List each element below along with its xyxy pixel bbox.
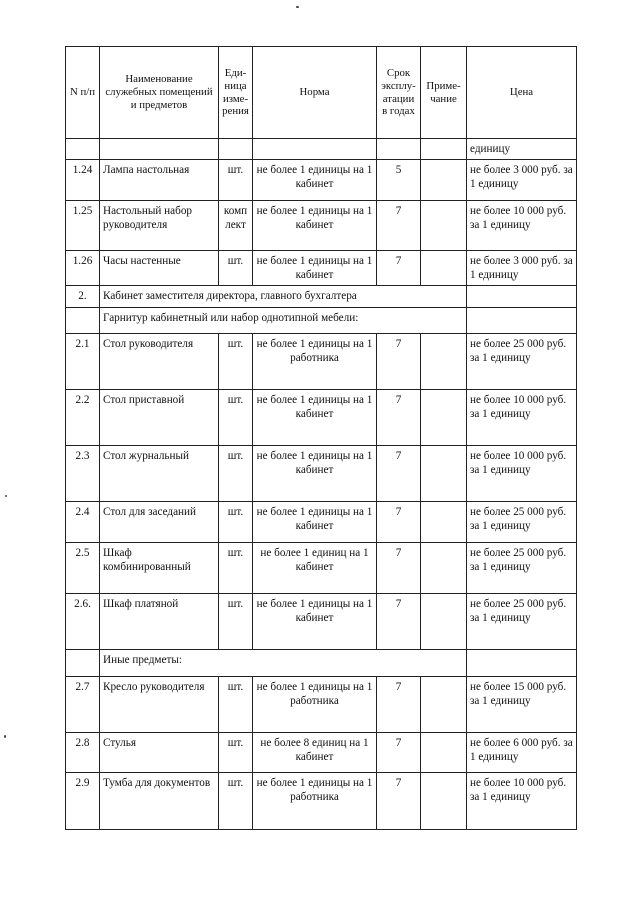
item-term: 7 <box>377 543 421 594</box>
item-number: 2.4 <box>66 502 100 543</box>
item-term: 7 <box>377 446 421 502</box>
item-unit: шт. <box>219 334 253 390</box>
item-note <box>421 677 467 733</box>
item-norm: не более 1 единицы на 1 кабинет <box>253 502 377 543</box>
table-header-row <box>66 47 577 139</box>
item-number: 2.9 <box>66 773 100 830</box>
table-row <box>66 446 577 502</box>
item-note <box>421 160 467 201</box>
table-row <box>66 773 577 830</box>
table-row <box>66 251 577 286</box>
item-unit: шт. <box>219 733 253 773</box>
header-norm: Норма <box>253 47 377 139</box>
item-unit: шт. <box>219 677 253 733</box>
item-note <box>421 446 467 502</box>
table-body <box>66 139 577 830</box>
item-price: не более 25 000 руб. за 1 единицу <box>467 594 577 650</box>
item-norm: не более 1 единицы на 1 кабинет <box>253 160 377 201</box>
item-name: Стол для заседаний <box>100 502 219 543</box>
item-price: не более 10 000 руб. за 1 единицу <box>467 390 577 446</box>
item-note <box>421 543 467 594</box>
section-row <box>66 286 577 308</box>
section-number <box>66 308 100 334</box>
item-name: Стол журнальный <box>100 446 219 502</box>
item-name: Стулья <box>100 733 219 773</box>
item-name: Лампа настольная <box>100 160 219 201</box>
table-row-continuation <box>66 139 577 160</box>
item-number: 2.2 <box>66 390 100 446</box>
item-note <box>421 251 467 286</box>
item-price: не более 15 000 руб. за 1 единицу <box>467 677 577 733</box>
header-num: N п/п <box>66 47 100 139</box>
header-term: Срок эксплуатации в годах <box>377 47 421 139</box>
item-norm: не более 1 единицы на 1 кабинет <box>253 594 377 650</box>
item-name: Шкаф платяной <box>100 594 219 650</box>
item-term: 5 <box>377 160 421 201</box>
item-price: не более 25 000 руб. за 1 единицу <box>467 334 577 390</box>
table-row <box>66 334 577 390</box>
item-price: не более 3 000 руб. за 1 единицу <box>467 251 577 286</box>
item-note <box>421 334 467 390</box>
item-number: 2.6. <box>66 594 100 650</box>
scan-speck <box>296 6 299 8</box>
item-term: 7 <box>377 733 421 773</box>
item-number: 1.26 <box>66 251 100 286</box>
item-note <box>421 733 467 773</box>
item-name: Тумба для документов <box>100 773 219 830</box>
section-price-empty <box>467 308 577 334</box>
item-unit: комп лект <box>219 201 253 251</box>
item-price: не более 6 000 руб. за 1 единицу <box>467 733 577 773</box>
item-unit: шт. <box>219 543 253 594</box>
item-number: 2.7 <box>66 677 100 733</box>
header-name: Наименование служебных помещений и предметов <box>100 47 219 139</box>
item-norm: не более 1 единицы на 1 работника <box>253 773 377 830</box>
item-norm: не более 8 единиц на 1 кабинет <box>253 733 377 773</box>
item-term: 7 <box>377 773 421 830</box>
item-note <box>421 390 467 446</box>
item-unit: шт. <box>219 773 253 830</box>
item-unit: шт. <box>219 390 253 446</box>
norms-table <box>65 46 577 830</box>
item-price: не более 10 000 руб. за 1 единицу <box>467 201 577 251</box>
item-number: 1.24 <box>66 160 100 201</box>
item-name: Кресло руководителя <box>100 677 219 733</box>
item-norm: не более 1 единицы на 1 работника <box>253 677 377 733</box>
item-note <box>421 201 467 251</box>
item-name: Настольный набор руководителя <box>100 201 219 251</box>
item-term: 7 <box>377 594 421 650</box>
section-price-empty <box>467 286 577 308</box>
section-price-empty <box>467 650 577 677</box>
scan-speck <box>4 735 6 738</box>
item-note <box>421 502 467 543</box>
table-row <box>66 160 577 201</box>
item-term: 7 <box>377 677 421 733</box>
section-title: Кабинет заместителя директора, главного бухгалтера <box>100 286 467 308</box>
table-row <box>66 594 577 650</box>
item-price: не более 25 000 руб. за 1 единицу <box>467 543 577 594</box>
item-name: Шкаф комбинированный <box>100 543 219 594</box>
item-price: не более 10 000 руб. за 1 единицу <box>467 773 577 830</box>
item-name: Часы настенные <box>100 251 219 286</box>
section-number <box>66 650 100 677</box>
table-row <box>66 390 577 446</box>
item-number: 2.1 <box>66 334 100 390</box>
item-term: 7 <box>377 334 421 390</box>
table-row <box>66 543 577 594</box>
item-norm: не более 1 единиц на 1 кабинет <box>253 543 377 594</box>
item-term: 7 <box>377 251 421 286</box>
table-row <box>66 677 577 733</box>
item-unit: шт. <box>219 594 253 650</box>
item-norm: не более 1 единицы на 1 кабинет <box>253 390 377 446</box>
item-term: 7 <box>377 201 421 251</box>
scan-speck <box>5 495 7 497</box>
header-note: Примечание <box>421 47 467 139</box>
item-norm: не более 1 единицы на 1 работника <box>253 334 377 390</box>
header-price: Цена <box>467 47 577 139</box>
item-price: не более 3 000 руб. за 1 единицу <box>467 160 577 201</box>
item-norm: не более 1 единицы на 1 кабинет <box>253 446 377 502</box>
item-norm: не более 1 единицы на 1 кабинет <box>253 201 377 251</box>
item-number: 2.5 <box>66 543 100 594</box>
item-note <box>421 594 467 650</box>
item-unit: шт. <box>219 502 253 543</box>
item-term: 7 <box>377 502 421 543</box>
item-number: 1.25 <box>66 201 100 251</box>
item-price: не более 10 000 руб. за 1 единицу <box>467 446 577 502</box>
table-row <box>66 733 577 773</box>
item-number: 2.8 <box>66 733 100 773</box>
header-unit: Единица измерения <box>219 47 253 139</box>
subsection-row <box>66 650 577 677</box>
item-number: 2.3 <box>66 446 100 502</box>
section-title: Гарнитур кабинетный или набор однотипной мебели: <box>100 308 467 334</box>
item-price: не более 25 000 руб. за 1 единицу <box>467 502 577 543</box>
section-title: Иные предметы: <box>100 650 467 677</box>
price-cell: единицу <box>467 139 577 160</box>
section-number: 2. <box>66 286 100 308</box>
item-name: Стол руководителя <box>100 334 219 390</box>
item-term: 7 <box>377 390 421 446</box>
item-norm: не более 1 единицы на 1 кабинет <box>253 251 377 286</box>
item-unit: шт. <box>219 251 253 286</box>
item-note <box>421 773 467 830</box>
table-row <box>66 502 577 543</box>
item-name: Стол приставной <box>100 390 219 446</box>
item-unit: шт. <box>219 160 253 201</box>
item-unit: шт. <box>219 446 253 502</box>
subsection-row <box>66 308 577 334</box>
table-row <box>66 201 577 251</box>
